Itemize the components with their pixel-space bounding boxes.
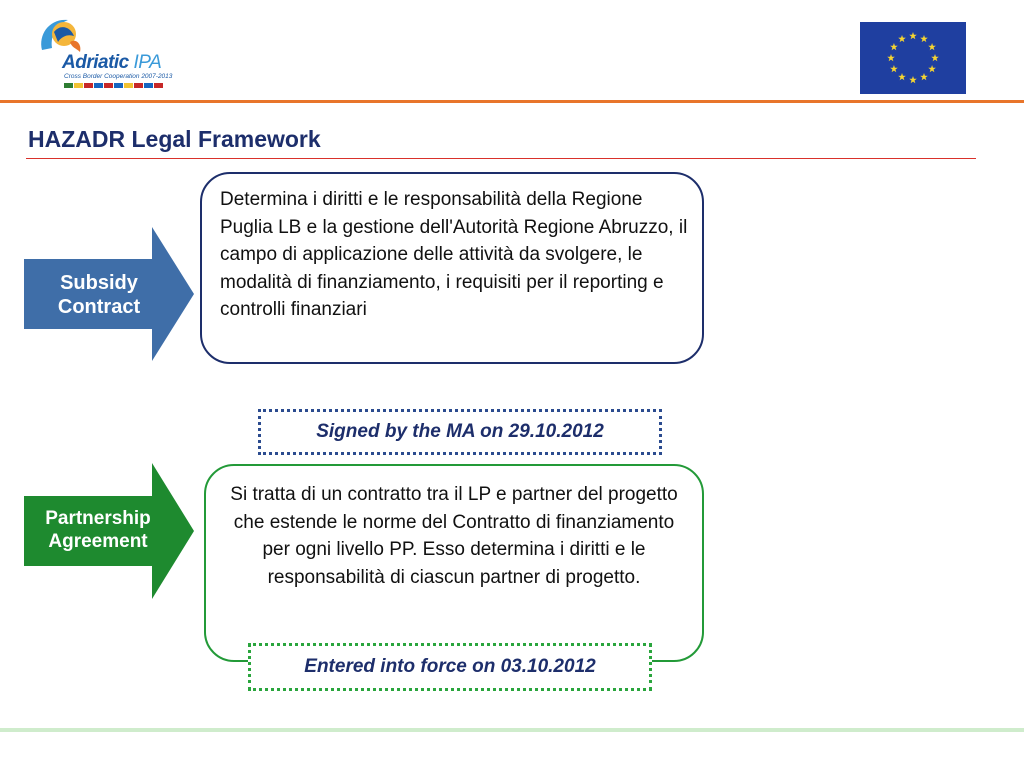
eu-star-icon xyxy=(890,43,898,50)
subsidy-contract-description: Determina i diritti e le responsabilità della Regione Puglia LB e la gestione dell'Autorità Regione Abruzzo, il campo di applicazione delle attività da svolgere, le modalità di finanziamento, i requisiti per il reporting e controlli finanziari xyxy=(220,189,688,320)
eu-star-icon xyxy=(898,73,906,80)
partnership-agreement-label: Partnership Agreement xyxy=(45,508,151,552)
eu-star-icon xyxy=(920,73,928,80)
eu-star-icon xyxy=(887,54,895,61)
adriatic-ipa-logo xyxy=(36,14,171,92)
eu-star-icon xyxy=(920,35,928,42)
logo-tagline: Cross Border Cooperation 2007-2013 xyxy=(64,73,173,80)
entered-into-force-note: Entered into force on 03.10.2012 xyxy=(248,643,652,691)
partnership-agreement-description: Si tratta di un contratto tra il LP e partner del progetto che estende le norme del Contratto di finanziamento per ogni livello PP. Esso determina i diritti e le responsabilità di ciascun partner di progetto. xyxy=(230,484,678,588)
eu-star-icon xyxy=(928,43,936,50)
logo-wordmark: Adriatic IPA xyxy=(62,52,162,73)
eu-star-icon xyxy=(898,35,906,42)
eu-flag-icon xyxy=(860,22,966,94)
eu-star-icon xyxy=(890,65,898,72)
header-orange-rule xyxy=(0,100,1024,103)
logo-flags-strip xyxy=(64,83,163,88)
eu-star-icon xyxy=(931,54,939,61)
page-title: HAZADR Legal Framework xyxy=(28,126,321,152)
eu-star-icon xyxy=(909,76,917,83)
eu-star-icon xyxy=(928,65,936,72)
eu-star-icon xyxy=(909,32,917,39)
subsidy-contract-label: Subsidy Contract xyxy=(57,272,141,318)
signed-date-note: Signed by the MA on 29.10.2012 xyxy=(258,409,662,455)
footer-green-rule xyxy=(0,728,1024,732)
title-underline xyxy=(26,158,976,159)
